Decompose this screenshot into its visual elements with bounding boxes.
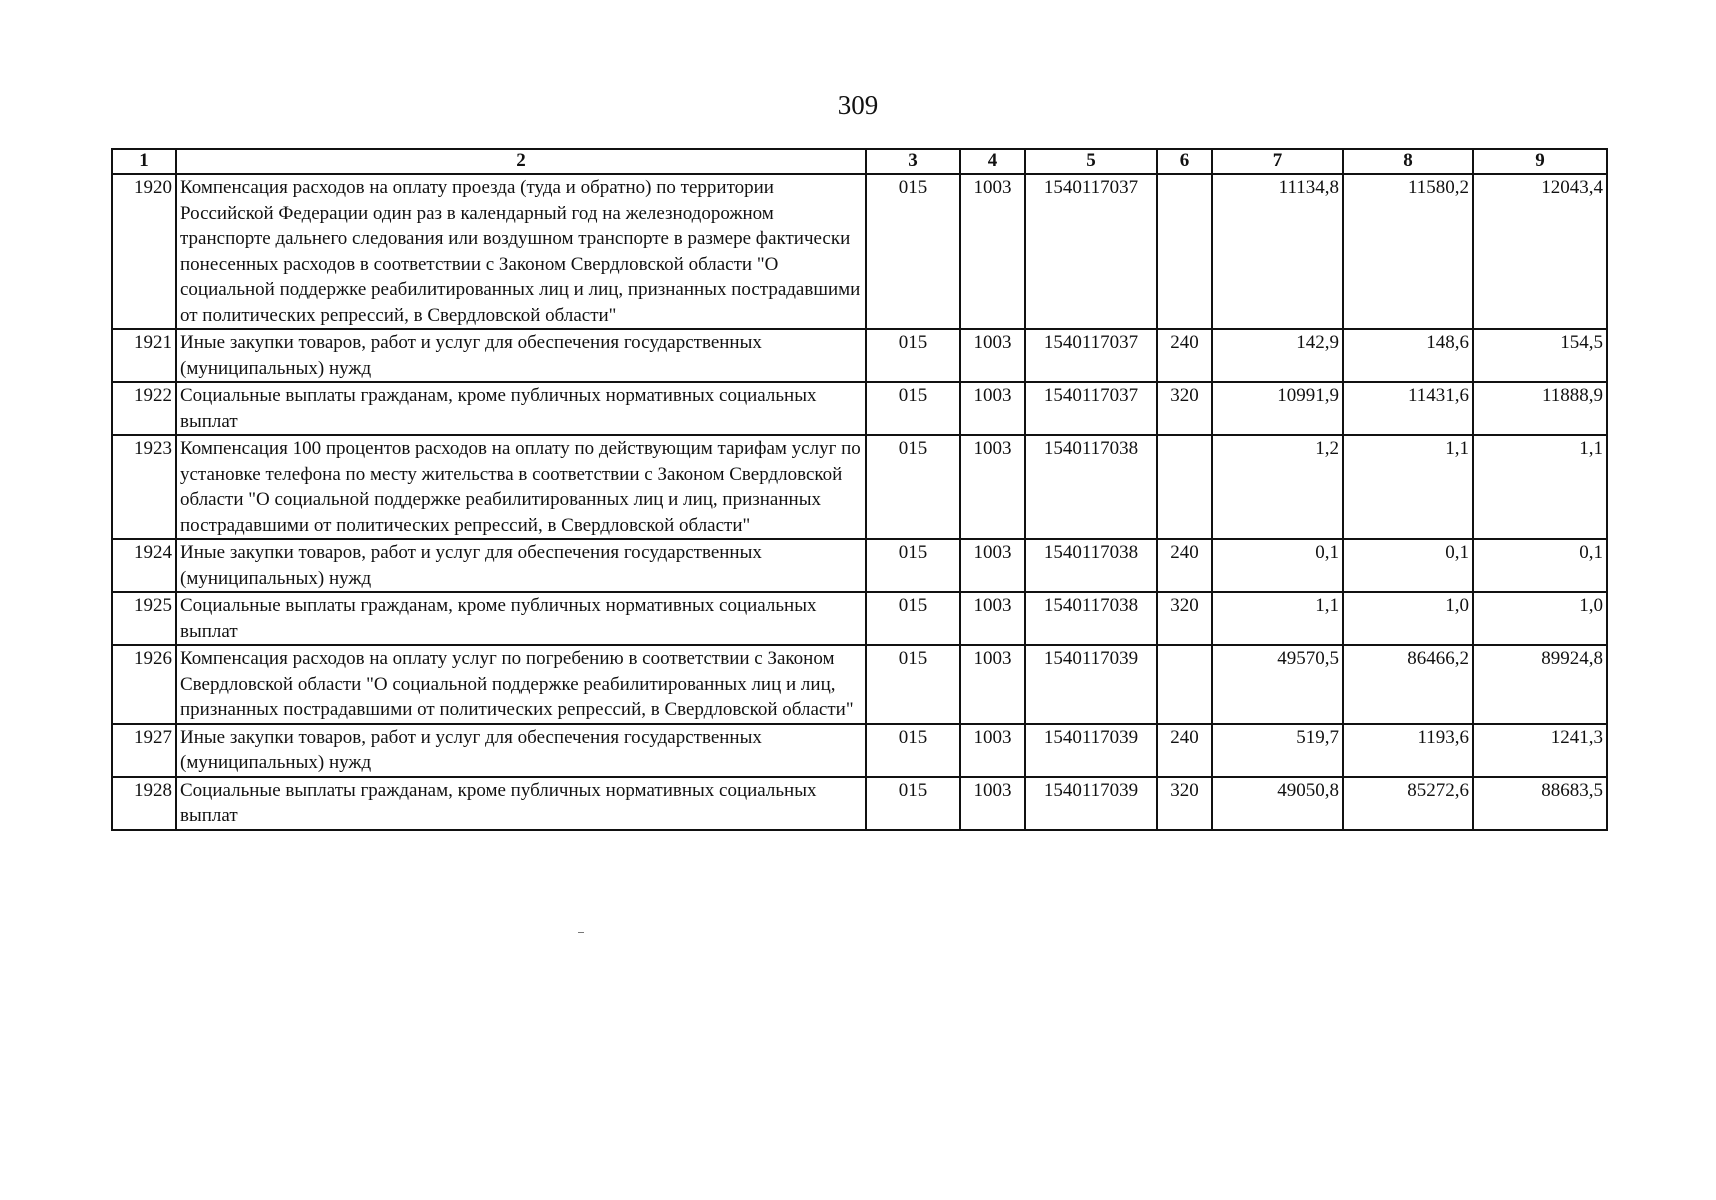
row-ministry-code: 015 xyxy=(866,645,960,724)
header-col-6: 6 xyxy=(1157,149,1212,174)
row-name: Компенсация расходов на оплату проезда (туда и обратно) по территории Российской Федерации один раз в календарный год на железнодорожном транспорте дальнего следования или воздушном транспорте в размере фактически понесенных расходов в соответствии с Законом Свердловской области "О социальной поддержке реабилитированных лиц и лиц, признанных пострадавшими от политических репрессий, в Свердловской области" xyxy=(176,174,866,329)
row-value-7: 0,1 xyxy=(1212,539,1343,592)
row-target-code: 1540117039 xyxy=(1025,777,1157,830)
row-value-8: 86466,2 xyxy=(1343,645,1473,724)
header-col-3: 3 xyxy=(866,149,960,174)
row-value-9: 154,5 xyxy=(1473,329,1607,382)
row-ministry-code: 015 xyxy=(866,777,960,830)
row-expense-type: 320 xyxy=(1157,382,1212,435)
row-name: Социальные выплаты гражданам, кроме публичных нормативных социальных выплат xyxy=(176,382,866,435)
row-target-code: 1540117037 xyxy=(1025,329,1157,382)
table-row xyxy=(112,329,1607,382)
row-ministry-code: 015 xyxy=(866,329,960,382)
row-number: 1927 xyxy=(112,724,176,777)
row-value-9: 89924,8 xyxy=(1473,645,1607,724)
row-expense-type: 240 xyxy=(1157,724,1212,777)
row-number: 1926 xyxy=(112,645,176,724)
table-row xyxy=(112,539,1607,592)
table-row xyxy=(112,724,1607,777)
row-name: Иные закупки товаров, работ и услуг для обеспечения государственных (муниципальных) нужд xyxy=(176,329,866,382)
row-value-7: 1,2 xyxy=(1212,435,1343,539)
row-value-8: 1193,6 xyxy=(1343,724,1473,777)
row-value-8: 85272,6 xyxy=(1343,777,1473,830)
row-number: 1921 xyxy=(112,329,176,382)
row-ministry-code: 015 xyxy=(866,174,960,329)
row-number: 1924 xyxy=(112,539,176,592)
row-value-9: 1,0 xyxy=(1473,592,1607,645)
table-row xyxy=(112,645,1607,724)
row-number: 1928 xyxy=(112,777,176,830)
row-name: Иные закупки товаров, работ и услуг для обеспечения государственных (муниципальных) нужд xyxy=(176,539,866,592)
header-col-1: 1 xyxy=(112,149,176,174)
header-col-7: 7 xyxy=(1212,149,1343,174)
row-value-8: 1,1 xyxy=(1343,435,1473,539)
row-value-7: 10991,9 xyxy=(1212,382,1343,435)
row-value-7: 142,9 xyxy=(1212,329,1343,382)
row-value-7: 49570,5 xyxy=(1212,645,1343,724)
row-value-8: 0,1 xyxy=(1343,539,1473,592)
row-value-9: 1241,3 xyxy=(1473,724,1607,777)
row-number: 1922 xyxy=(112,382,176,435)
row-name: Иные закупки товаров, работ и услуг для обеспечения государственных (муниципальных) нужд xyxy=(176,724,866,777)
row-expense-type: 240 xyxy=(1157,539,1212,592)
row-value-8: 148,6 xyxy=(1343,329,1473,382)
row-target-code: 1540117039 xyxy=(1025,645,1157,724)
row-value-7: 519,7 xyxy=(1212,724,1343,777)
row-value-8: 1,0 xyxy=(1343,592,1473,645)
table-row xyxy=(112,592,1607,645)
row-ministry-code: 015 xyxy=(866,435,960,539)
table-row xyxy=(112,174,1607,329)
header-col-2: 2 xyxy=(176,149,866,174)
row-value-8: 11431,6 xyxy=(1343,382,1473,435)
row-ministry-code: 015 xyxy=(866,592,960,645)
row-value-9: 12043,4 xyxy=(1473,174,1607,329)
row-name: Компенсация 100 процентов расходов на оплату по действующим тарифам услуг по установке телефона по месту жительства в соответствии с Законом Свердловской области "О социальной поддержке реабилитированных лиц и лиц, признанных пострадавшими от политических репрессий, в Свердловской области" xyxy=(176,435,866,539)
header-col-9: 9 xyxy=(1473,149,1607,174)
row-section-code: 1003 xyxy=(960,645,1025,724)
row-target-code: 1540117038 xyxy=(1025,592,1157,645)
row-expense-type: 320 xyxy=(1157,777,1212,830)
row-value-9: 0,1 xyxy=(1473,539,1607,592)
budget-table xyxy=(111,148,1608,831)
header-col-8: 8 xyxy=(1343,149,1473,174)
row-target-code: 1540117037 xyxy=(1025,382,1157,435)
row-expense-type xyxy=(1157,435,1212,539)
row-value-9: 88683,5 xyxy=(1473,777,1607,830)
row-expense-type: 320 xyxy=(1157,592,1212,645)
row-value-7: 49050,8 xyxy=(1212,777,1343,830)
table-row xyxy=(112,382,1607,435)
row-name: Компенсация расходов на оплату услуг по погребению в соответствии с Законом Свердловской области "О социальной поддержке реабилитированных лиц и лиц, признанных пострадавшими от политических репрессий, в Свердловской области" xyxy=(176,645,866,724)
page-number: 309 xyxy=(837,90,879,120)
row-value-7: 11134,8 xyxy=(1212,174,1343,329)
table-row xyxy=(112,777,1607,830)
scan-speck xyxy=(578,932,584,933)
row-name: Социальные выплаты гражданам, кроме публичных нормативных социальных выплат xyxy=(176,592,866,645)
row-expense-type: 240 xyxy=(1157,329,1212,382)
row-number: 1925 xyxy=(112,592,176,645)
row-value-9: 1,1 xyxy=(1473,435,1607,539)
row-section-code: 1003 xyxy=(960,382,1025,435)
row-value-7: 1,1 xyxy=(1212,592,1343,645)
row-section-code: 1003 xyxy=(960,174,1025,329)
row-number: 1920 xyxy=(112,174,176,329)
row-expense-type xyxy=(1157,174,1212,329)
row-section-code: 1003 xyxy=(960,539,1025,592)
row-section-code: 1003 xyxy=(960,435,1025,539)
row-name: Социальные выплаты гражданам, кроме публичных нормативных социальных выплат xyxy=(176,777,866,830)
row-section-code: 1003 xyxy=(960,724,1025,777)
row-section-code: 1003 xyxy=(960,329,1025,382)
row-section-code: 1003 xyxy=(960,777,1025,830)
row-number: 1923 xyxy=(112,435,176,539)
row-ministry-code: 015 xyxy=(866,382,960,435)
row-section-code: 1003 xyxy=(960,592,1025,645)
header-col-5: 5 xyxy=(1025,149,1157,174)
row-expense-type xyxy=(1157,645,1212,724)
table-row xyxy=(112,435,1607,539)
row-target-code: 1540117037 xyxy=(1025,174,1157,329)
header-row xyxy=(112,149,1607,174)
row-target-code: 1540117038 xyxy=(1025,435,1157,539)
row-value-9: 11888,9 xyxy=(1473,382,1607,435)
row-ministry-code: 015 xyxy=(866,724,960,777)
row-target-code: 1540117039 xyxy=(1025,724,1157,777)
row-ministry-code: 015 xyxy=(866,539,960,592)
row-target-code: 1540117038 xyxy=(1025,539,1157,592)
header-col-4: 4 xyxy=(960,149,1025,174)
row-value-8: 11580,2 xyxy=(1343,174,1473,329)
